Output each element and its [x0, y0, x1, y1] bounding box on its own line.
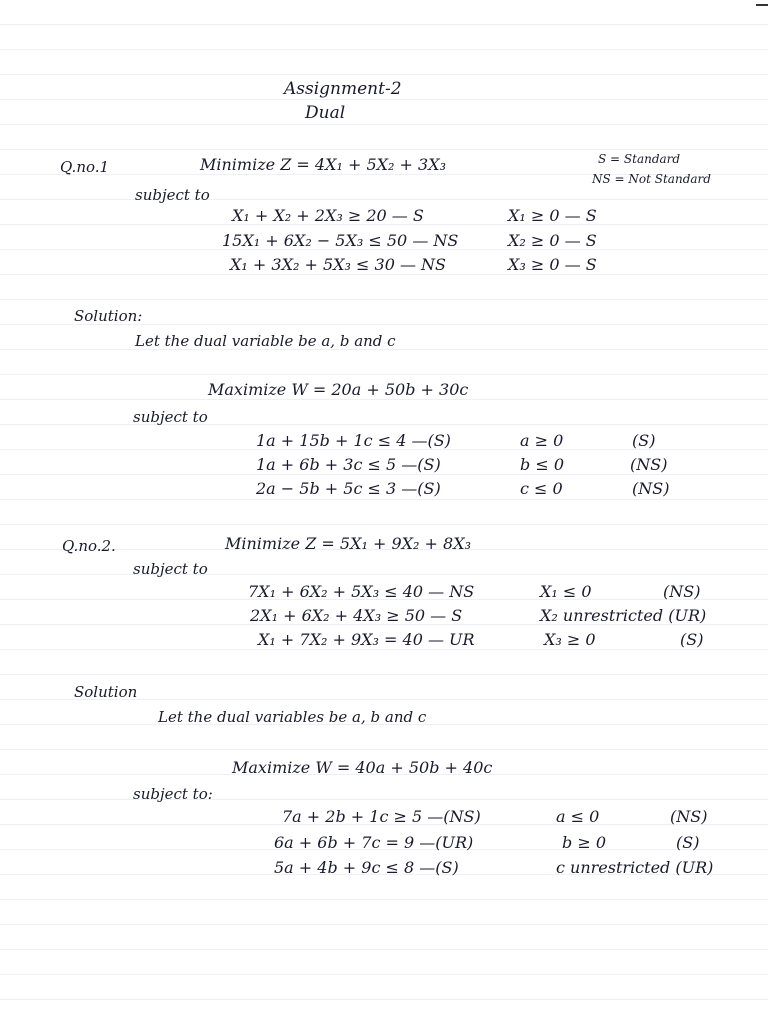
q2-label: Q.no.2.	[62, 537, 116, 555]
sol1-type-b: (NS)	[630, 455, 668, 474]
sol2-intro: Let the dual variables be a, b and c	[158, 708, 427, 726]
sol2-type-b: (S)	[676, 833, 700, 852]
sol2-constraint-3: 5a + 4b + 9c ≤ 8 —(S)	[274, 858, 459, 877]
q2-constraint-1: 7X₁ + 6X₂ + 5X₃ ≤ 40 — NS	[248, 582, 475, 601]
q2-constraint-2: 2X₁ + 6X₂ + 4X₃ ≥ 50 — S	[250, 606, 463, 625]
q1-constraint-2: 15X₁ + 6X₂ − 5X₃ ≤ 50 — NS	[222, 231, 459, 250]
page-subtitle: Dual	[305, 103, 346, 123]
page-title: Assignment-2	[284, 79, 402, 99]
sol2-label: Solution	[74, 683, 138, 701]
q1-sign-1: X₁ ≥ 0 — S	[508, 206, 597, 225]
scan-corner-mark	[756, 4, 768, 6]
q2-type-3: (S)	[680, 630, 704, 649]
sol1-constraint-1: 1a + 15b + 1c ≤ 4 —(S)	[256, 431, 451, 450]
q1-sign-2: X₂ ≥ 0 — S	[508, 231, 597, 250]
q1-legend-standard: S = Standard	[598, 152, 681, 166]
sol1-subject-to: subject to	[133, 408, 208, 426]
sol2-constraint-1: 7a + 2b + 1c ≥ 5 —(NS)	[282, 807, 481, 826]
sol2-sign-a: a ≤ 0	[556, 807, 600, 826]
q1-constraint-3: X₁ + 3X₂ + 5X₃ ≤ 30 — NS	[230, 255, 446, 274]
sol2-sign-c: c unrestricted (UR)	[556, 858, 714, 877]
q2-subject-to: subject to	[133, 560, 208, 578]
sol1-constraint-3: 2a − 5b + 5c ≤ 3 —(S)	[256, 479, 441, 498]
sol1-type-c: (NS)	[632, 479, 670, 498]
q1-constraint-1: X₁ + X₂ + 2X₃ ≥ 20 — S	[232, 206, 424, 225]
q1-label: Q.no.1	[60, 158, 110, 176]
sol1-type-a: (S)	[632, 431, 656, 450]
q1-legend-not-standard: NS = Not Standard	[592, 172, 711, 186]
sol1-sign-b: b ≤ 0	[520, 455, 564, 474]
sol2-sign-b: b ≥ 0	[562, 833, 606, 852]
sol2-type-a: (NS)	[670, 807, 708, 826]
q1-sign-3: X₃ ≥ 0 — S	[508, 255, 597, 274]
sol1-objective: Maximize W = 20a + 50b + 30c	[208, 380, 469, 399]
q2-sign-1: X₁ ≤ 0	[540, 582, 592, 601]
sol2-subject-to: subject to:	[133, 785, 213, 803]
sol1-sign-c: c ≤ 0	[520, 479, 563, 498]
q1-subject-to: subject to	[135, 186, 210, 204]
q2-sign-3: X₃ ≥ 0	[544, 630, 596, 649]
sol2-objective: Maximize W = 40a + 50b + 40c	[232, 758, 493, 777]
q2-constraint-3: X₁ + 7X₂ + 9X₃ = 40 — UR	[258, 630, 475, 649]
q2-type-1: (NS)	[663, 582, 701, 601]
sol1-label: Solution:	[74, 307, 143, 325]
q2-objective: Minimize Z = 5X₁ + 9X₂ + 8X₃	[225, 534, 471, 553]
q2-sign-2: X₂ unrestricted (UR)	[540, 606, 707, 625]
sol1-constraint-2: 1a + 6b + 3c ≤ 5 —(S)	[256, 455, 441, 474]
sol2-constraint-2: 6a + 6b + 7c = 9 —(UR)	[274, 833, 474, 852]
sol1-sign-a: a ≥ 0	[520, 431, 564, 450]
q1-objective: Minimize Z = 4X₁ + 5X₂ + 3X₃	[200, 155, 446, 174]
sol1-intro: Let the dual variable be a, b and c	[135, 332, 396, 350]
